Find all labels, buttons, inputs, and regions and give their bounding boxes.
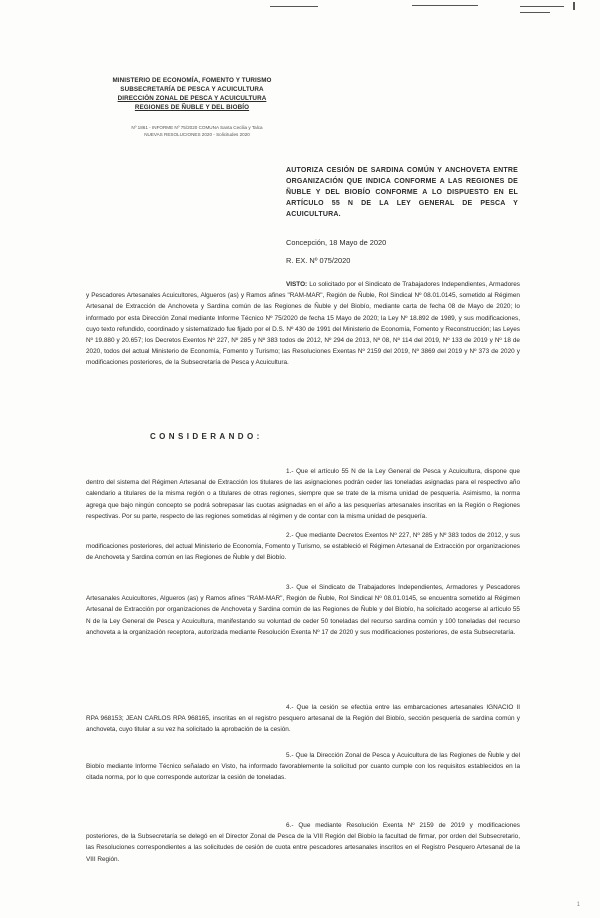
- letterhead: [92, 76, 292, 112]
- considerando-6: 6.- Que mediante Resolución Exenta Nº 2159 de 2019 y modificaciones posteriores, de la Subsecretaría se delegó en el Director Zonal de Pesca de la VIII Región del Biobío la facultad de firmar, por orden del Subsecretario, las Resoluciones correspondientes a las solicitudes de cesión de cuota entre pescadores artesanales inscritos en el Registro Pesquero Artesanal de la VIII Región.: [86, 822, 520, 863]
- regions-title: REGIONES DE ÑUBLE Y DEL BIOBÍO: [134, 104, 250, 111]
- considerando-5: 5.- Que la Dirección Zonal de Pesca y Acuicultura de las Regiones de Ñuble y del Biobío mediante Informe Técnico señalado en Visto, ha informado favorablemente la solicitud por cuanto cumple con los requisitos establecidos en la citada norma, por lo que corresponde autorizar la cesión de toneladas.: [86, 752, 520, 782]
- ref-line2: NUEVAS RESOLUCIONES 2020 - Solicitudes 2020: [144, 132, 250, 137]
- ministry-line2: SUBSECRETARÍA DE PESCA Y ACUICULTURA: [120, 86, 264, 93]
- resolution-subject: AUTORIZA CESIÓN DE SARDINA COMÚN Y ANCHOVETA ENTRE ORGANIZACIÓN QUE INDICA CONFORME A LAS REGIONES DE ÑUBLE Y DEL BIOBÍO CONFORME A LO DISPUESTO EN EL ARTÍCULO 55 N DE LA LEY GENERAL DE PESCA Y ACUICULTURA.: [286, 167, 518, 218]
- visto-label: VISTO:: [286, 281, 308, 288]
- exempt-number: R. EX. Nº 075/2020: [286, 256, 351, 265]
- ref-line1: Nº 1861 - INFORME Nº 75/2020 COMUNA Santa Cecilia y Talca: [131, 125, 263, 130]
- visto-text: Lo solicitado por el Sindicato de Trabajadores Independientes, Armadores y Pescadores Artesanales Acuicultores, Algueros (as) y Ramos afines "RAM-MAR", Región de Ñuble, Rol Sindical Nº 08.01.0145, sometido al Régimen Artesanal de Extracción de Anchoveta y Sardina común de las Regiones de Ñuble y del Biobío, mediante carta de fecha 08 de Mayo de 2020; lo informado por esta Dirección Zonal mediante Informe Técnico Nº 75/2020 de fecha 15 Mayo de 2020; la Ley Nº 18.892 de 1989, y sus modificaciones, cuyo texto refundido, coordinado y sistematizado fue fijado por el D.S. Nº 430 de 1991 del Ministerio de Economía, Fomento y Reconstrucción; las Leyes Nº 19.880 y 20.657; los Decretos Exentos Nº 227, Nº 285 y Nº 383 todos de 2012, Nº 294 de 2013, Nº 08, Nº 114 del 2019, Nº 133 de 2019 y Nº 18 de 2020, todos del actual Ministerio de Economía, Fomento y Turismo; las Resoluciones Exentas Nº 2159 del 2019, Nº 3869 del 2019 y Nº 373 de 2020 y modificaciones posteriores, de la Subsecretaría de Pesca y Acuicultura.: [86, 281, 521, 367]
- visto-paragraph: [86, 279, 520, 369]
- considerando-3: 3.- Que el Sindicato de Trabajadores Independientes, Armadores y Pescadores Artesanales Acuicultores, Algueros (as) y Ramos afines "RAM-MAR", Región de Ñuble, Rol Sindical Nº 08.01.0145, se encuentra sometido al Régimen Artesanal de Extracción por organizaciones de Anchoveta y Sardina común de las Regiones de Ñuble y del Biobío, ha solicitado acogerse al artículo 55 N de la Ley General de Pesca y Acuicultura, manifestando su voluntad de ceder 50 toneladas del recurso sardina común y 100 toneladas del recurso anchoveta a la organización receptora, autorizada mediante Resolución Exenta Nº 17 de 2020 y sus modificaciones posteriores, de esta Subsecretaría.: [86, 584, 520, 636]
- considerando-2: 2.- Que mediante Decretos Exentos Nº 227, Nº 285 y Nº 383 todos de 2012, y sus modificaciones posteriores, del actual Ministerio de Economía, Fomento y Turismo, se estableció el Régimen Artesanal de Extracción por organizaciones de Anchoveta y Sardina común en las Regiones de Ñuble y del Biobío.: [86, 532, 520, 562]
- place-date: Concepción, 18 Mayo de 2020: [286, 238, 387, 247]
- section-title: CONSIDERANDO:: [150, 432, 263, 441]
- reference-codes: [92, 124, 302, 138]
- page-number: 1: [576, 902, 580, 908]
- considerando-4: 4.- Que la cesión se efectúa entre las embarcaciones artesanales IGNACIO II RPA 968153; JEAN CARLOS RPA 968165, inscritas en el registro pesquero artesanal de la Región del Biobío, sección pesquería de sardina común y anchoveta, cuyo titular a su vez ha solicitado la aprobación de la cesión.: [86, 704, 520, 734]
- considerando-1: 1.- Que el artículo 55 N de la Ley General de Pesca y Acuicultura, dispone que dentro del sistema del Régimen Artesanal de Extracción los titulares de las asignaciones podrán ceder las toneladas asignadas para el respectivo año calendario a titulares de la misma región o a titulares de otras regiones, siempre que se trate de la misma unidad de pesquería. Asimismo, la norma agrega que bajo ningún concepto se podrá sobrepasar las cuotas asignadas en el año a las pesquerías artesanales inscritas en la Región o Regiones respectivas. Por su parte, respecto de las regiones sometidas al régimen y de contar con la misma unidad de pesquería.: [86, 468, 520, 520]
- ministry-line1: MINISTERIO DE ECONOMÍA, FOMENTO Y TURISMO: [112, 77, 272, 84]
- direction-title: DIRECCIÓN ZONAL DE PESCA Y ACUICULTURA: [117, 95, 267, 102]
